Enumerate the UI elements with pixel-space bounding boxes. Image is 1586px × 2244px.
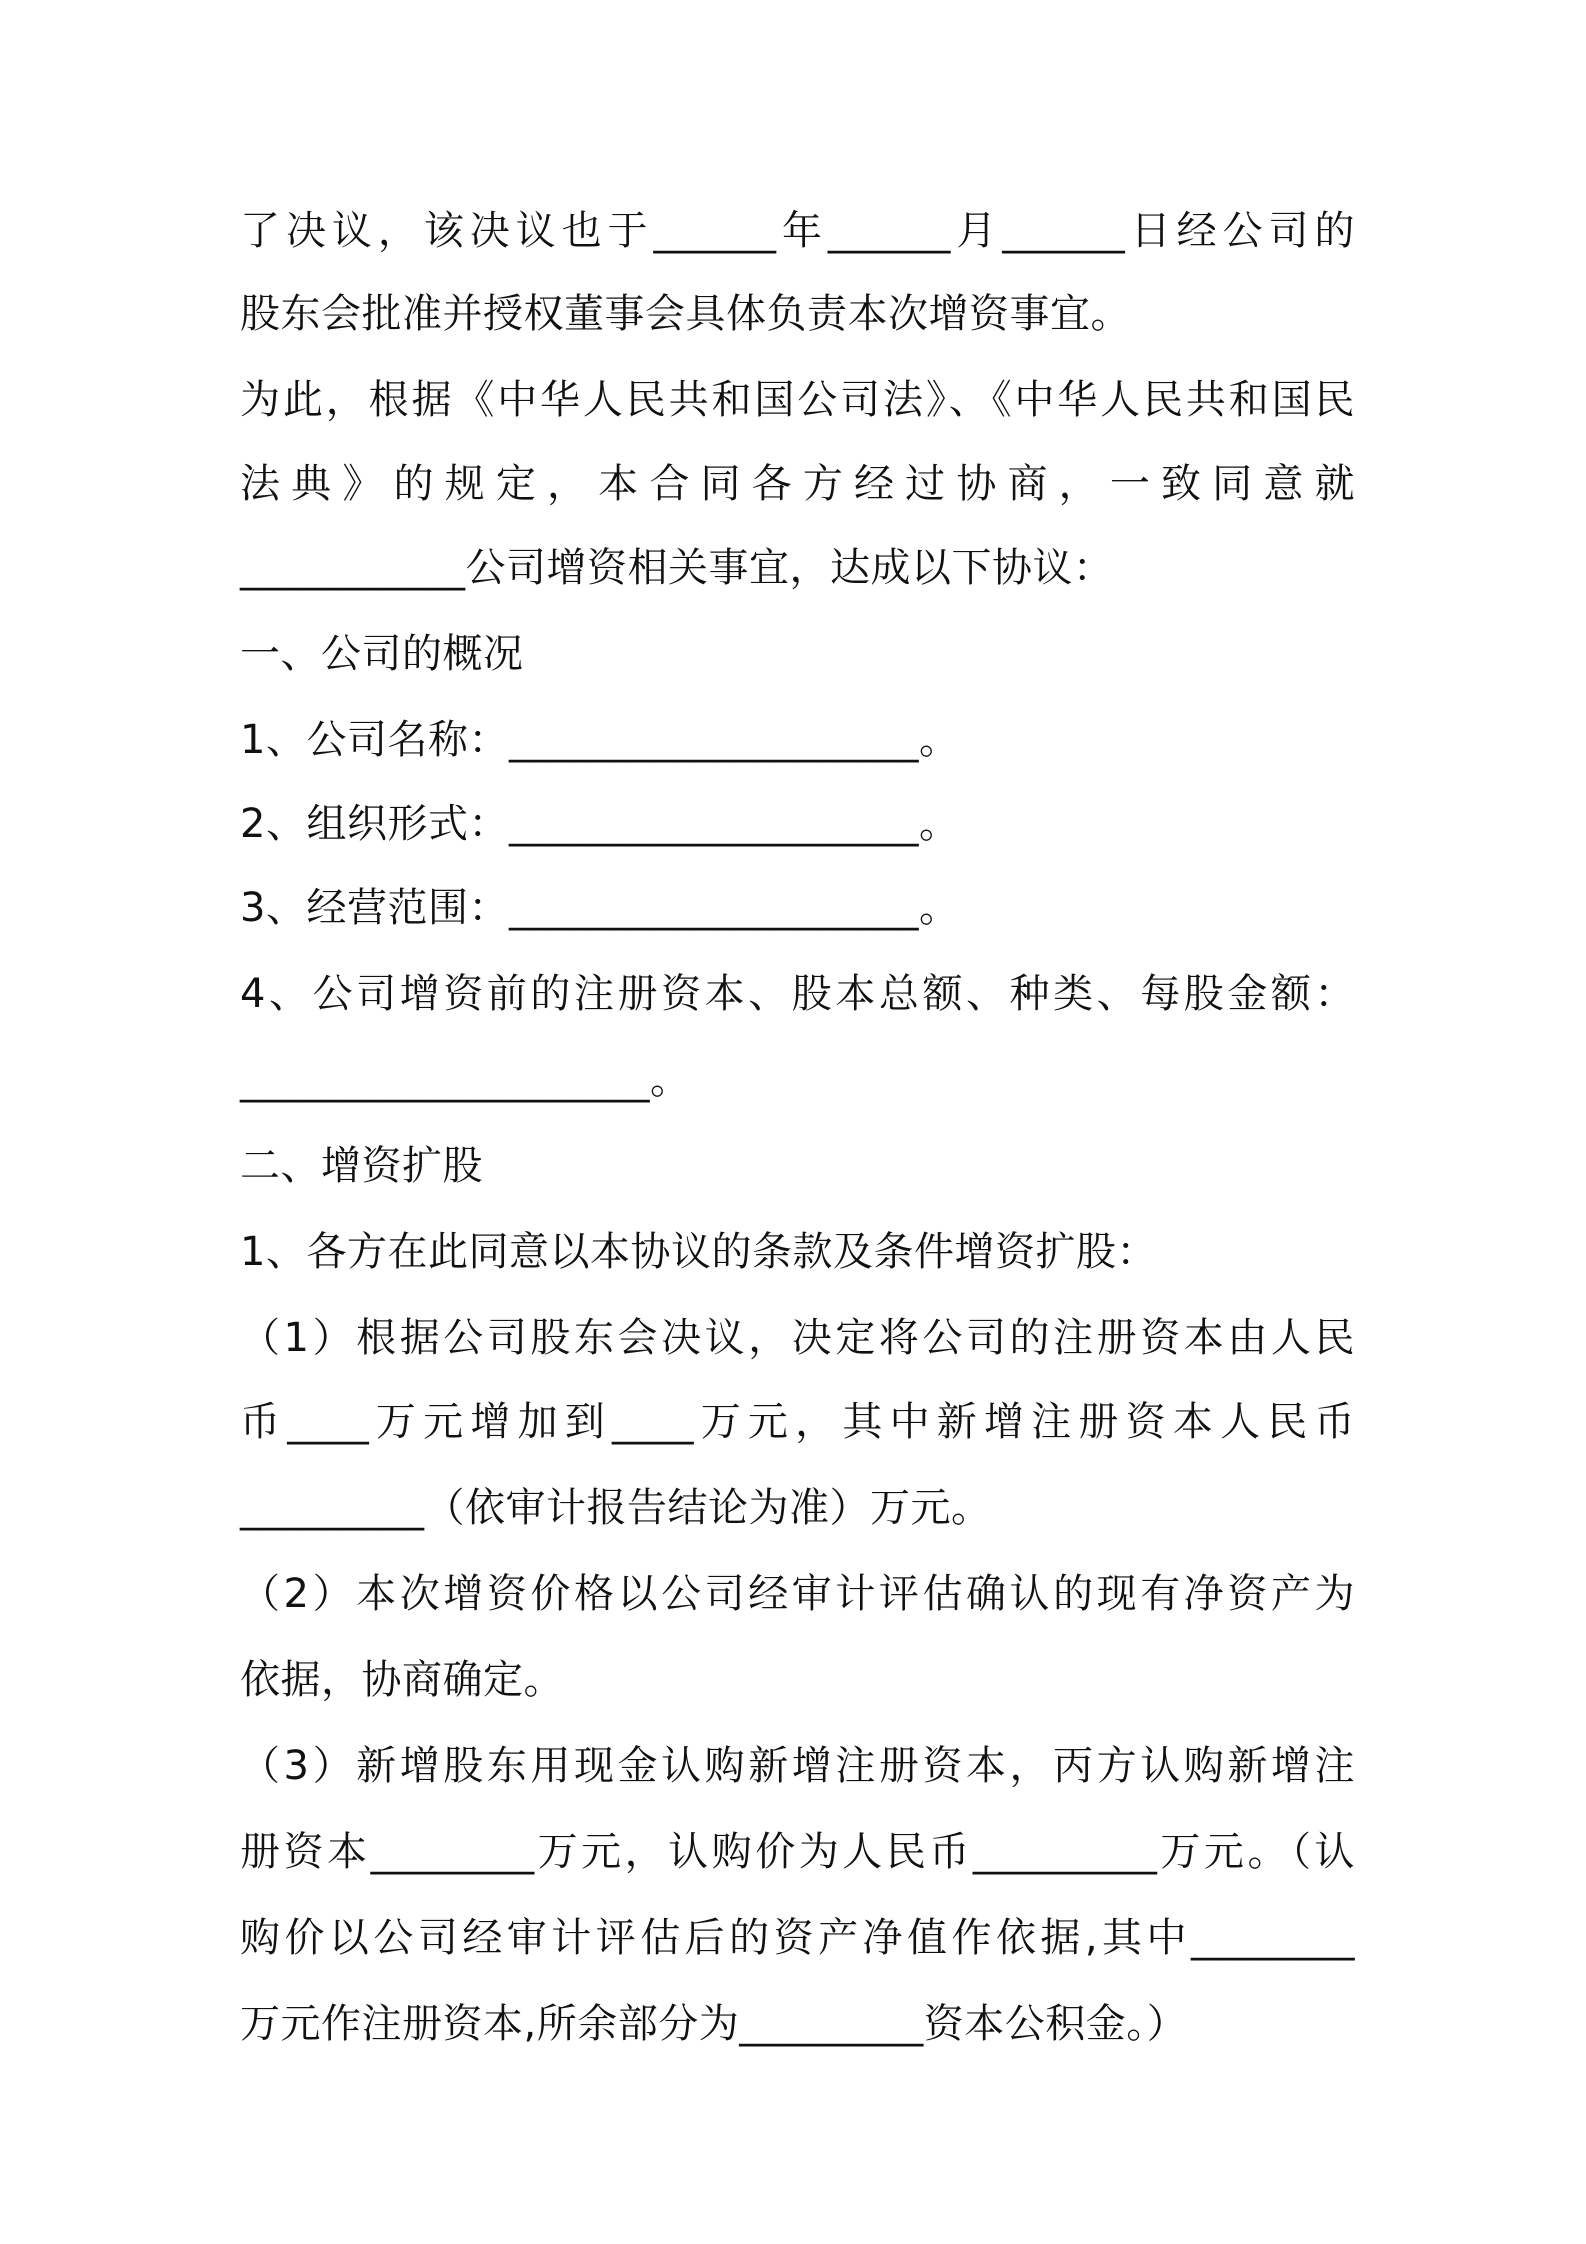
text-line: （2）本次增资价格以公司经审计评估确认的现有净资产为 <box>240 1571 1355 1617</box>
text-line: 了决议，该决议也于______年______月______日经公司的 <box>240 208 1355 254</box>
text-line: 法典》的规定，本合同各方经过协商，一致同意就 <box>240 461 1355 507</box>
text-line: ___________公司增资相关事宜，达成以下协议： <box>240 545 1114 591</box>
text-line: 4、公司增资前的注册资本、股本总额、种类、每股金额： <box>240 971 1355 1017</box>
text-line: 股东会批准并授权董事会具体负责本次增资事宜。 <box>240 291 1131 337</box>
text-line: _________（依审计报告结论为准）万元。 <box>240 1485 992 1531</box>
text-line: 册资本________万元，认购价为人民币_________万元。（认 <box>240 1829 1355 1875</box>
text-line: （3）新增股东用现金认购新增注册资本，丙方认购新增注 <box>240 1743 1355 1789</box>
text-line: 万元作注册资本,所余部分为_________资本公积金。） <box>240 2001 1188 2047</box>
text-line: 依据，协商确定。 <box>240 1657 564 1703</box>
text-line: 3、经营范围：____________________。 <box>240 885 960 931</box>
section-heading: 一、公司的概况 <box>240 631 524 677</box>
text-line: 为此，根据《中华人民共和国公司法》、《中华人民共和国民 <box>240 377 1355 423</box>
contract-text-body <box>240 190 1355 2069</box>
text-line: ____________________。 <box>240 1057 691 1103</box>
text-line: （1）根据公司股东会决议，决定将公司的注册资本由人民 <box>240 1315 1355 1361</box>
text-line: 币____万元增加到____万元，其中新增注册资本人民币 <box>240 1399 1355 1445</box>
text-line: 购价以公司经审计评估后的资产净值作依据,其中________ <box>240 1915 1355 1961</box>
section-heading: 二、增资扩股 <box>240 1143 483 1189</box>
text-line: 1、各方在此同意以本协议的条款及条件增资扩股： <box>240 1229 1157 1275</box>
text-line: 2、组织形式：____________________。 <box>240 801 960 847</box>
text-line: 1、公司名称：____________________。 <box>240 717 960 763</box>
